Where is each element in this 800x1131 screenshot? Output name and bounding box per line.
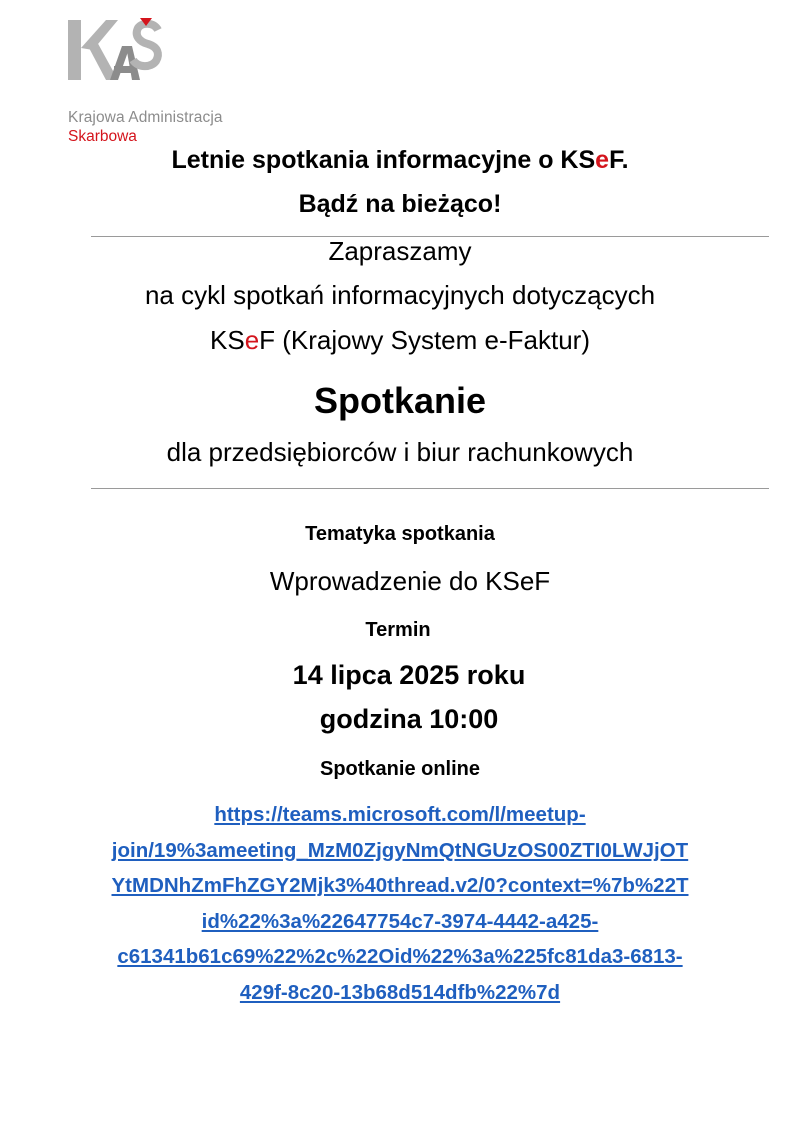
- title-accent: e: [595, 146, 610, 174]
- meeting-audience: dla przedsiębiorców i biur rachunkowych: [166, 437, 634, 467]
- title-suffix: F.: [609, 146, 629, 174]
- term-label: Termin: [365, 619, 431, 641]
- invitation-prefix: KS: [210, 325, 245, 355]
- title-prefix: Letnie spotkania informacyjne o KS: [171, 146, 596, 174]
- meeting-mode: Spotkanie online: [319, 758, 481, 780]
- meeting-time: godzina 10:00: [319, 704, 499, 734]
- divider-bottom: [91, 488, 769, 489]
- invitation-line1: Zapraszamy: [328, 236, 472, 266]
- teams-meeting-link[interactable]: [60, 797, 740, 1010]
- link-line[interactable]: YtMDNhZmFhZGY2Mjk3%40thread.v2/0?context=%7b%22T: [111, 874, 689, 897]
- link-line[interactable]: 429f-8c20-13b68d514dfb%22%7d: [239, 980, 561, 1004]
- invitation-accent: e: [244, 325, 260, 355]
- topic-value: Wprowadzenie do KSeF: [269, 566, 551, 596]
- kas-logo: [66, 16, 276, 145]
- kas-logo-icon: [66, 16, 166, 88]
- link-line[interactable]: c61341b61c69%22%2c%22Oid%22%3a%225fc81da3-6813-: [117, 945, 683, 968]
- invitation-line2: na cykl spotkań informacyjnych dotyczących: [144, 280, 656, 310]
- meeting-date: 14 lipca 2025 roku: [292, 660, 526, 690]
- link-line[interactable]: https://teams.microsoft.com/l/meetup-: [214, 803, 586, 826]
- logo-org-line2: Skarbowa: [68, 128, 137, 145]
- invitation-suffix: F (Krajowy System e-Faktur): [259, 325, 590, 355]
- topic-label: Tematyka spotkania: [305, 523, 495, 545]
- invitation-line3: [0, 325, 800, 356]
- page-title-line2: Bądź na bieżąco!: [298, 190, 502, 218]
- logo-org-line1: Krajowa Administracja: [68, 109, 223, 126]
- page-title-line1: [0, 146, 800, 175]
- meeting-heading: Spotkanie: [313, 380, 487, 421]
- link-line[interactable]: id%22%3a%22647754c7-3974-4442-a425-: [201, 909, 599, 933]
- link-line[interactable]: join/19%3ameeting_MzM0ZjgyNmQtNGUzOS00ZTI0LWJjOT: [111, 838, 689, 862]
